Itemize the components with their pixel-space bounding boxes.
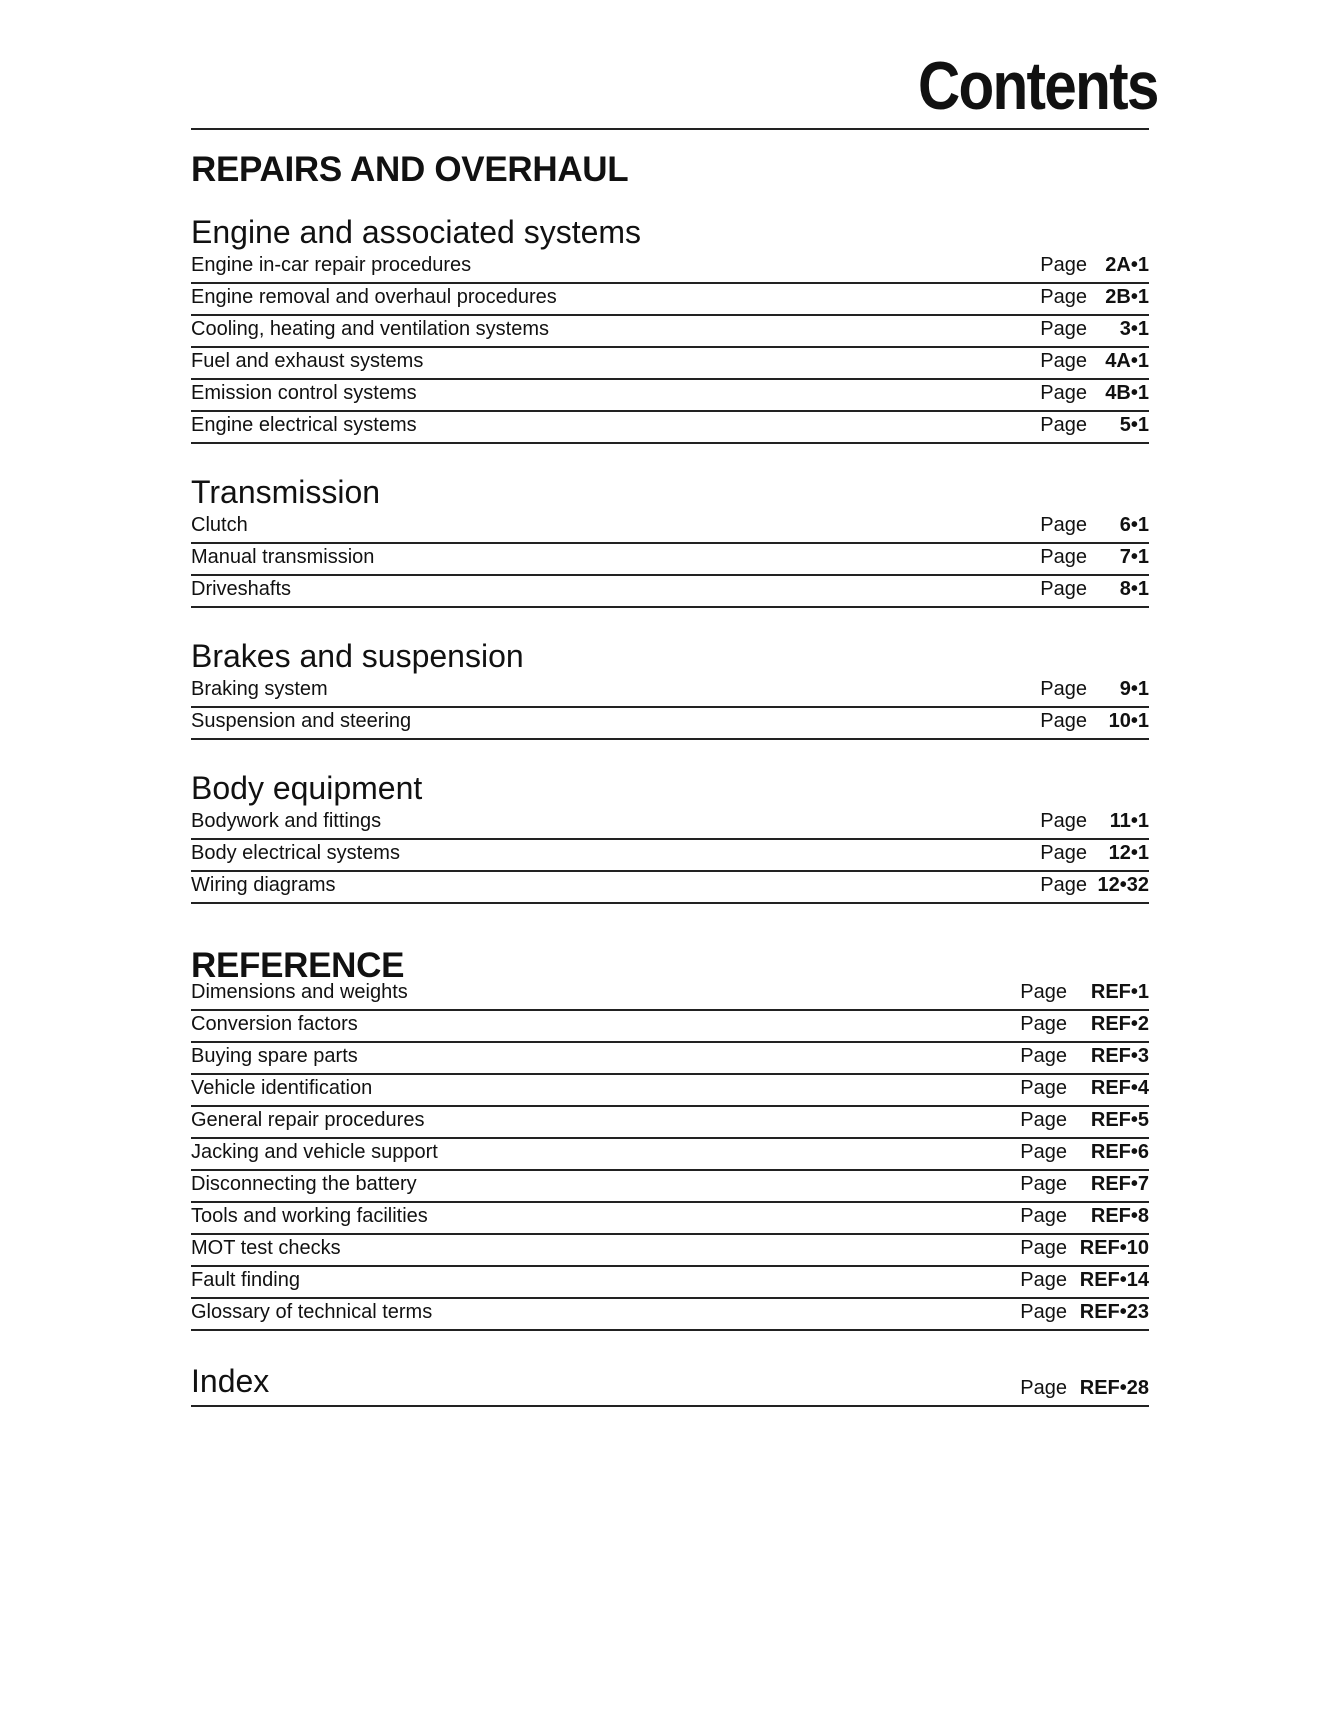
page-word: Page <box>1040 874 1087 896</box>
entry-label: Clutch <box>191 514 248 536</box>
page-number: 8•1 <box>1119 578 1149 600</box>
toc-entry[interactable] <box>191 1297 1149 1331</box>
entry-label: Fuel and exhaust systems <box>191 350 424 372</box>
page-number: 9•1 <box>1119 678 1149 700</box>
page-word: Page <box>1020 1205 1067 1227</box>
group-title-body: Body equipment <box>191 770 423 806</box>
title-rule <box>191 128 1149 130</box>
toc-entry[interactable] <box>191 378 1149 412</box>
page-number: 12•1 <box>1108 842 1149 864</box>
entry-page <box>1040 319 1149 339</box>
page-number: 12•32 <box>1097 874 1149 896</box>
toc-entry[interactable] <box>191 510 1149 544</box>
page-word: Page <box>1040 254 1087 276</box>
page-number: REF•2 <box>1090 1013 1149 1035</box>
toc-entry[interactable] <box>191 870 1149 904</box>
page-word: Page <box>1020 1141 1067 1163</box>
page-word: Page <box>1040 710 1087 732</box>
entry-label: Dimensions and weights <box>191 981 408 1003</box>
entry-page <box>1040 711 1149 731</box>
entry-page <box>1020 982 1149 1002</box>
page-word: Page <box>1020 1109 1067 1131</box>
entry-label: Cooling, heating and ventilation systems <box>191 318 549 340</box>
entry-page <box>1040 843 1149 863</box>
page-number: REF•4 <box>1090 1077 1149 1099</box>
entry-label: Engine electrical systems <box>191 414 417 436</box>
entry-label: Suspension and steering <box>191 710 412 732</box>
page-number: 2B•1 <box>1105 286 1149 308</box>
entry-label: Fault finding <box>191 1269 300 1291</box>
entry-label: Tools and working facilities <box>191 1205 428 1227</box>
entry-label: Buying spare parts <box>191 1045 358 1067</box>
page-number: REF•23 <box>1079 1301 1149 1323</box>
page-title: Contents <box>918 48 1158 124</box>
toc-entry[interactable] <box>191 410 1149 444</box>
toc-entry[interactable] <box>191 542 1149 576</box>
page-word: Page <box>1020 1269 1067 1291</box>
page-number: REF•10 <box>1079 1237 1149 1259</box>
entry-page <box>1040 415 1149 435</box>
entry-label: Engine in-car repair procedures <box>191 254 472 276</box>
entry-page <box>1020 1014 1149 1034</box>
entry-page <box>1020 1238 1149 1258</box>
entry-label: Emission control systems <box>191 382 417 404</box>
page-word: Page <box>1020 1173 1067 1195</box>
page-number: REF•1 <box>1090 981 1149 1003</box>
toc-entry[interactable] <box>191 282 1149 316</box>
page-word: Page <box>1020 1045 1067 1067</box>
page-number: 5•1 <box>1119 414 1149 436</box>
entry-page <box>1020 1206 1149 1226</box>
entry-label: Body electrical systems <box>191 842 400 864</box>
page-number: 3•1 <box>1119 318 1149 340</box>
page-word: Page <box>1040 810 1087 832</box>
entry-page <box>1020 1142 1149 1162</box>
repairs-heading: REPAIRS AND OVERHAUL <box>191 150 629 189</box>
page-word: Page <box>1020 1077 1067 1099</box>
entry-page <box>1040 351 1149 371</box>
page-number: 7•1 <box>1119 546 1149 568</box>
entry-label: Driveshafts <box>191 578 292 600</box>
entry-label: Conversion factors <box>191 1013 358 1035</box>
index-label: Index <box>191 1363 270 1399</box>
entry-label: Glossary of technical terms <box>191 1301 433 1323</box>
toc-entry[interactable] <box>191 346 1149 380</box>
page-word: Page <box>1020 1377 1067 1399</box>
page-word: Page <box>1040 578 1087 600</box>
entry-page <box>1020 1270 1149 1290</box>
entry-label: Manual transmission <box>191 546 375 568</box>
page-number: 4A•1 <box>1105 350 1149 372</box>
entry-page <box>1040 287 1149 307</box>
entry-page <box>1040 811 1149 831</box>
entry-page <box>1040 579 1149 599</box>
entry-page <box>1020 1078 1149 1098</box>
toc-entry[interactable] <box>191 1233 1149 1267</box>
page-number: REF•5 <box>1090 1109 1149 1131</box>
toc-entry[interactable] <box>191 1041 1149 1075</box>
toc-entry[interactable] <box>191 250 1149 284</box>
entry-page <box>1040 255 1149 275</box>
page-word: Page <box>1040 286 1087 308</box>
page-number: REF•14 <box>1079 1269 1149 1291</box>
page-word: Page <box>1040 350 1087 372</box>
entry-page <box>1040 547 1149 567</box>
page-word: Page <box>1040 678 1087 700</box>
entry-page <box>1020 1174 1149 1194</box>
page-word: Page <box>1040 514 1087 536</box>
entry-page <box>1040 679 1149 699</box>
index-entry[interactable] <box>191 1365 1149 1407</box>
page-word: Page <box>1040 546 1087 568</box>
entry-page <box>1020 1046 1149 1066</box>
toc-entry[interactable] <box>191 1009 1149 1043</box>
entry-page <box>1040 875 1149 895</box>
toc-entry[interactable] <box>191 1137 1149 1171</box>
page-number: REF•6 <box>1090 1141 1149 1163</box>
toc-entry[interactable] <box>191 674 1149 708</box>
group-title-brakes: Brakes and suspension <box>191 638 524 674</box>
page-word: Page <box>1020 1237 1067 1259</box>
entry-label: Jacking and vehicle support <box>191 1141 438 1163</box>
toc-entry[interactable] <box>191 314 1149 348</box>
page-number: 4B•1 <box>1105 382 1149 404</box>
page-word: Page <box>1040 414 1087 436</box>
toc-entry[interactable] <box>191 1265 1149 1299</box>
group-title-engine: Engine and associated systems <box>191 214 642 250</box>
page-word: Page <box>1020 1013 1067 1035</box>
entry-label: Vehicle identification <box>191 1077 373 1099</box>
page-number: REF•3 <box>1090 1045 1149 1067</box>
page-number: 11•1 <box>1109 810 1149 832</box>
entry-label: MOT test checks <box>191 1237 341 1259</box>
page-number: REF•28 <box>1079 1377 1149 1399</box>
entry-page <box>1040 515 1149 535</box>
toc-entry[interactable] <box>191 706 1149 740</box>
page-word: Page <box>1020 1301 1067 1323</box>
entry-label: General repair procedures <box>191 1109 425 1131</box>
page-number: REF•8 <box>1090 1205 1149 1227</box>
entry-label: Disconnecting the battery <box>191 1173 417 1195</box>
toc-entry[interactable] <box>191 977 1149 1011</box>
toc-entry[interactable] <box>191 574 1149 608</box>
entry-label: Wiring diagrams <box>191 874 336 896</box>
entry-label: Engine removal and overhaul procedures <box>191 286 557 308</box>
page-word: Page <box>1040 318 1087 340</box>
toc-entry[interactable] <box>191 1201 1149 1235</box>
toc-entry[interactable] <box>191 1169 1149 1203</box>
entry-page <box>1020 1302 1149 1322</box>
page-word: Page <box>1040 382 1087 404</box>
page-word: Page <box>1020 981 1067 1003</box>
page-number: 2A•1 <box>1105 254 1149 276</box>
entry-page <box>1020 1378 1149 1398</box>
toc-entry[interactable] <box>191 1073 1149 1107</box>
entry-label: Bodywork and fittings <box>191 810 382 832</box>
entry-page <box>1020 1110 1149 1130</box>
toc-entry[interactable] <box>191 1105 1149 1139</box>
page-number: 10•1 <box>1108 710 1149 732</box>
toc-entry[interactable] <box>191 838 1149 872</box>
reference-heading: REFERENCE <box>191 946 405 985</box>
page-number: REF•7 <box>1090 1173 1149 1195</box>
toc-entry[interactable] <box>191 806 1149 840</box>
group-title-transmission: Transmission <box>191 474 381 510</box>
page-word: Page <box>1040 842 1087 864</box>
entry-label: Braking system <box>191 678 328 700</box>
page-number: 6•1 <box>1119 514 1149 536</box>
entry-page <box>1040 383 1149 403</box>
